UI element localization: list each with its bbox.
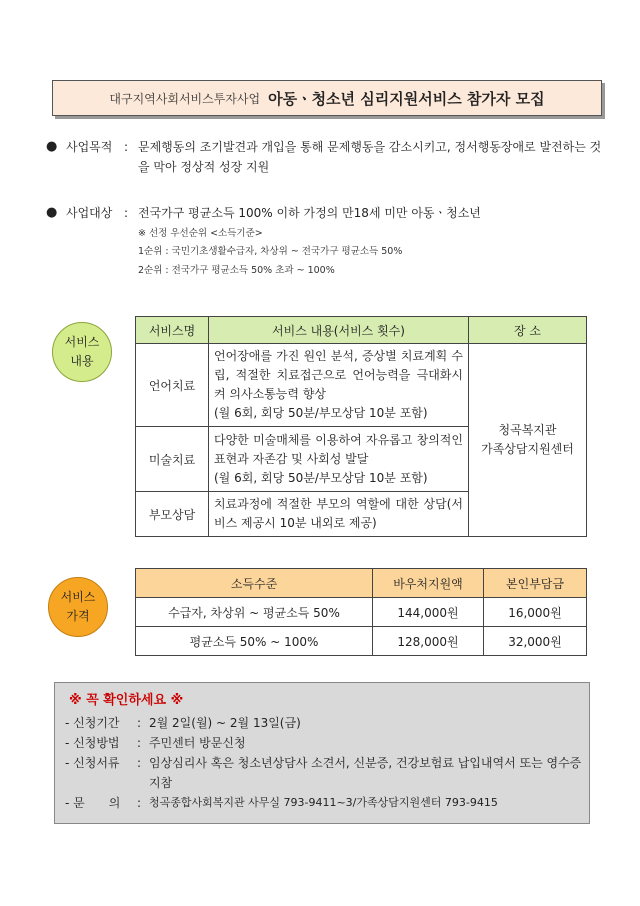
service-place: 청곡복지관 가족상담지원센터 bbox=[469, 344, 587, 537]
priority-1: 1순위 : 국민기초생활수급자, 차상위 ~ 전국가구 평균소득 50% bbox=[138, 246, 403, 257]
header-voucher-amount: 바우처지원액 bbox=[373, 569, 484, 598]
service-name: 언어치료 bbox=[136, 344, 209, 427]
header-service-content: 서비스 내용(서비스 횟수) bbox=[209, 317, 469, 344]
title-subtitle: 대구지역사회서비스투자사업 bbox=[109, 91, 261, 106]
service-name: 미술치료 bbox=[136, 427, 209, 492]
header-income-level: 소득수준 bbox=[136, 569, 373, 598]
service-price-badge: 서비스 가격 bbox=[48, 577, 108, 637]
service-content: 다양한 미술매체를 이용하여 자유롭고 창의적인 표현과 자존감 및 사회성 발달 (월 6회, 회당 50분/부모상담 10분 포함) bbox=[209, 427, 469, 492]
service-table bbox=[135, 316, 587, 537]
service-content: 언어장애를 가진 원인 분석, 증상별 치료계획 수립, 적절한 치료접근으로 언어능력을 극대화시켜 의사소통능력 향상 (월 6회, 회당 50분/부모상담 10분 포함) bbox=[209, 344, 469, 427]
price-table bbox=[135, 568, 587, 656]
page-title: 아동ㆍ청소년 심리지원서비스 참가자 모집 bbox=[268, 89, 545, 108]
priority-2: 2순위 : 전국가구 평균소득 50% 초과 ~ 100% bbox=[138, 265, 335, 276]
purpose-text: 문제행동의 조기발견과 개입을 통해 문제행동을 감소시키고, 정서행동장애로 발전하는 것을 막아 정상적 성장 지원 bbox=[138, 140, 602, 174]
service-name: 부모상담 bbox=[136, 492, 209, 537]
table-header-row bbox=[136, 569, 587, 598]
notice-box bbox=[54, 682, 590, 824]
table-row bbox=[136, 344, 587, 427]
header-service-name: 서비스명 bbox=[136, 317, 209, 344]
table-row: 평균소득 50% ~ 100% 128,000원 32,000원 bbox=[136, 627, 587, 656]
notice-item: - 문 의 : 청곡종합사회복지관 사무실 793-9411~3/가족상담지원센터 793-9415 bbox=[65, 796, 498, 810]
target-label: 사업대상 bbox=[66, 206, 113, 220]
table-header-row bbox=[136, 317, 587, 344]
service-content: 치료과정에 적절한 부모의 역할에 대한 상담(서비스 제공시 10분 내외로 제공) bbox=[209, 492, 469, 537]
purpose-label: 사업목적 bbox=[66, 140, 113, 154]
header-place: 장 소 bbox=[469, 317, 587, 344]
bullet-icon: ● bbox=[46, 139, 58, 154]
header-copay: 본인부담금 bbox=[484, 569, 587, 598]
target-section: ● 사업대상 : 전국가구 평균소득 100% 이하 가정의 만18세 미만 아동ㆍ청소년 bbox=[46, 203, 606, 225]
table-row: 수급자, 차상위 ~ 평균소득 50% 144,000원 16,000원 bbox=[136, 598, 587, 627]
priority-note: ※ 선정 우선순위 <소득기준> bbox=[138, 228, 263, 239]
notice-item: - 신청방법 : 주민센터 방문신청 bbox=[65, 736, 246, 750]
target-text: 전국가구 평균소득 100% 이하 가정의 만18세 미만 아동ㆍ청소년 bbox=[138, 206, 481, 220]
bullet-icon: ● bbox=[46, 205, 58, 220]
purpose-section: ● 사업목적 : 문제행동의 조기발견과 개입을 통해 문제행동을 감소시키고, 정서행동장애로 발전하는 것을 막아 정상적 성장 지원 bbox=[46, 137, 606, 179]
service-content-badge: 서비스 내용 bbox=[52, 322, 112, 382]
notice-item: - 신청기간 : 2월 2일(월) ~ 2월 13일(금) bbox=[65, 716, 301, 730]
notice-title: ※ 꼭 확인하세요 ※ bbox=[69, 693, 184, 708]
title-banner bbox=[52, 80, 602, 116]
notice-item: - 신청서류 : 임상심리사 혹은 청소년상담사 소견서, 신분증, 건강보험료 납입내역서 또는 영수증 지참 bbox=[65, 756, 582, 790]
